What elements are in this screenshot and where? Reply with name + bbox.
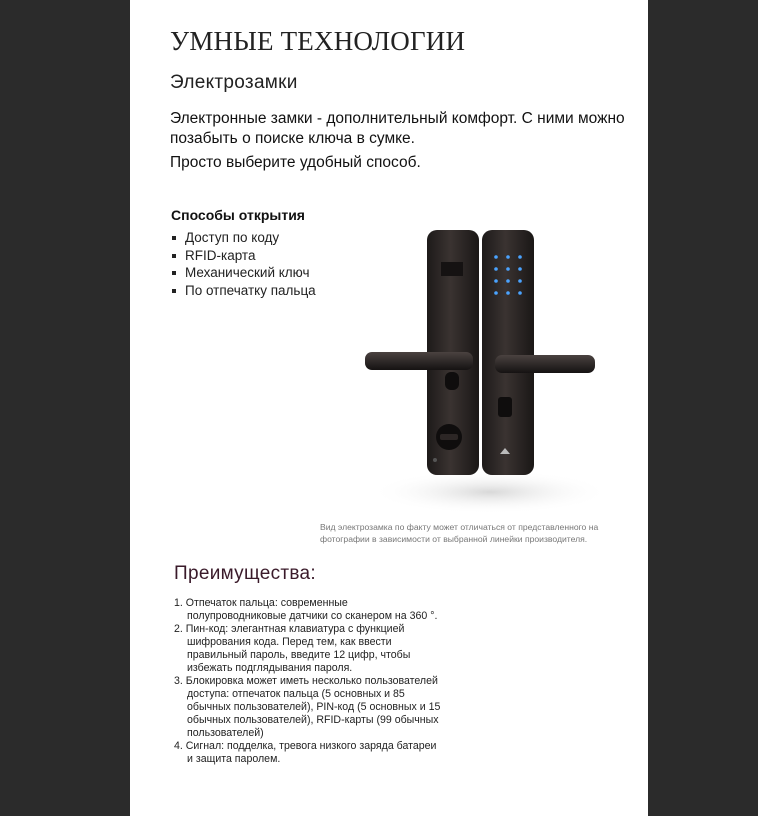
advantages-heading: Преимущества: [174, 563, 316, 584]
page-subtitle: Электрозамки [170, 72, 298, 93]
list-item: 2. Пин-код: элегантная клавиатура с функцией шифрования кода. Перед тем, как ввести правильный пароль, введите 12 цифр, чтобы избежать подглядывания пароля. [174, 623, 411, 674]
intro-paragraph: Электронные замки - дополнительный комфорт. С ними можно позабыть о поиске ключа в сумке. [170, 110, 625, 147]
list-item: 4. Сигнал: подделка, тревога низкого заряда батареи и защита паролем. [174, 740, 437, 765]
list-item: По отпечатку пальца [171, 282, 316, 300]
advantages-list [174, 597, 444, 766]
page-title: УМНЫЕ ТЕХНОЛОГИИ [170, 26, 466, 56]
handle-right [495, 355, 595, 373]
list-item: Доступ по коду [171, 229, 316, 247]
document-page [130, 0, 648, 816]
intro-paragraph-2: Просто выберите удобный способ. [170, 154, 421, 171]
list-item: 1. Отпечаток пальца: современные полупроводниковые датчики со сканером на 360 °. [174, 597, 438, 622]
smart-lock-photo [345, 192, 630, 517]
list-item: 3. Блокировка может иметь несколько пользователей доступа: отпечаток пальца (5 основных и 85 обычных пользователей), PIN-код (5 основных и 15 обычных пользователей), RFID-карты (99 обычных пользователей) [174, 675, 441, 739]
list-item: RFID-карта [171, 247, 316, 265]
methods-heading: Способы открытия [171, 207, 305, 223]
list-item: Механический ключ [171, 264, 316, 282]
handle-left [365, 352, 473, 370]
lock-body-front [482, 230, 534, 475]
methods-list [171, 229, 316, 299]
photo-caption: Вид электрозамка по факту может отличаться от представленного на фотографии в зависимости от выбранной линейки производителя. [320, 522, 599, 544]
